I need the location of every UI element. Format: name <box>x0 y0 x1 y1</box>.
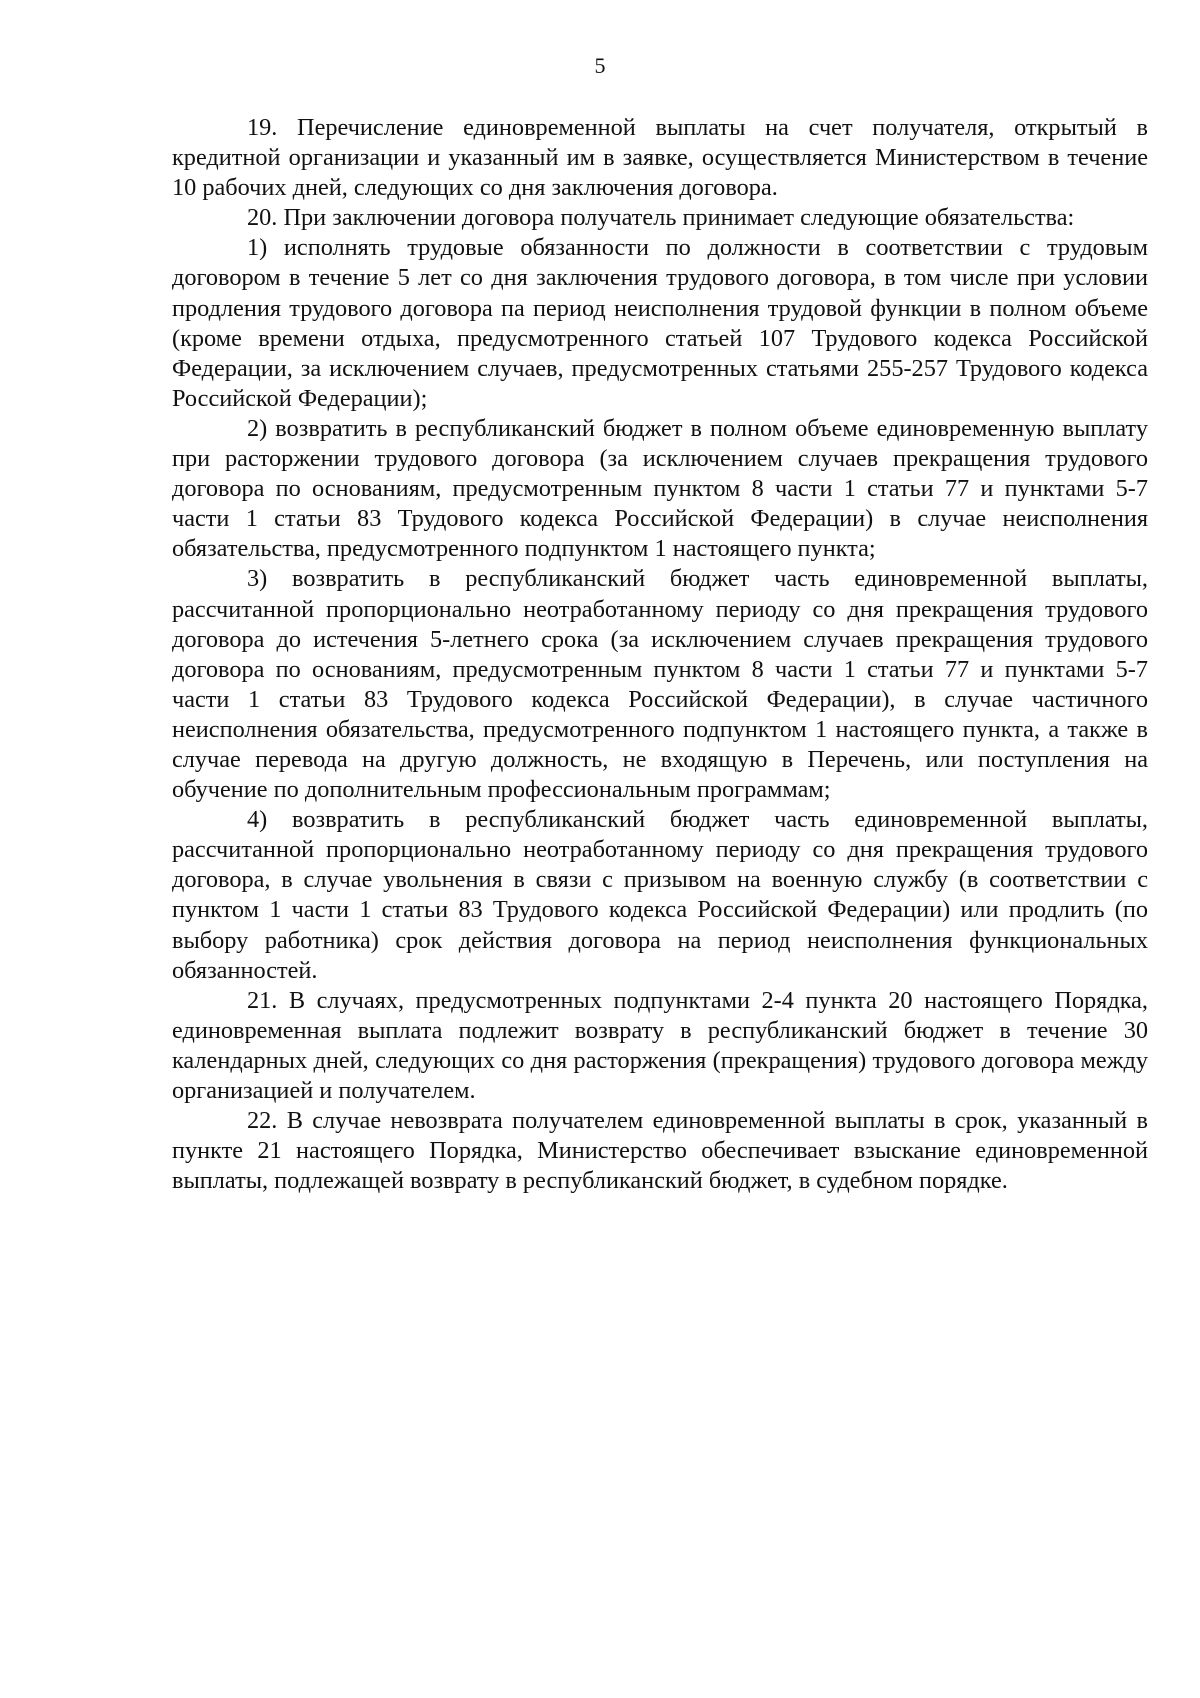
paragraph-21: 21. В случаях, предусмотренных подпунктами 2-4 пункта 20 настоящего Порядка, единовременная выплата подлежит возврату в республиканский бюджет в течение 30 календарных дней, следующих со дня расторжения (прекращения) трудового договора между организацией и получателем. <box>172 986 1148 1104</box>
paragraph-20-item-3: 3) возвратить в республиканский бюджет часть единовременной выплаты, рассчитанной пропорционально неотработанному периоду со дня прекращения трудового договора до истечения 5-летнего срока (за исключением случаев прекращения трудового договора по основаниям, предусмотренным пунктом 8 части 1 статьи 77 и пунктами 5-7 части 1 статьи 83 Трудового кодекса Российской Федерации), в случае частичного неисполнения обязательства, предусмотренного подпунктом 1 настоящего пункта, а также в случае перевода на другую должность, не входящую в Перечень, или поступления на обучение по дополнительным профессиональным программам; <box>172 565 1148 804</box>
document-body <box>172 113 1148 1196</box>
paragraph-20-item-2: 2) возвратить в республиканский бюджет в полном объеме единовременную выплату при расторжении трудового договора (за исключением случаев прекращения трудового договора по основаниям, предусмотренным пунктом 8 части 1 статьи 77 и пунктами 5-7 части 1 статьи 83 Трудового кодекса Российской Федерации) в случае неисполнения обязательства, предусмотренного подпунктом 1 настоящего пункта; <box>172 414 1148 563</box>
paragraph-20-item-4: 4) возвратить в республиканский бюджет часть единовременной выплаты, рассчитанной пропорционально неотработанному периоду со дня прекращения трудового договора, в случае увольнения в связи с призывом на военную службу (в соответствии с пунктом 1 части 1 статьи 83 Трудового кодекса Российской Федерации) или продлить (по выбору работника) срок действия договора на период неисполнения функциональных обязанностей. <box>172 806 1148 984</box>
paragraph-20: 20. При заключении договора получатель принимает следующие обязательства: <box>247 204 1075 232</box>
paragraph-20-item-1: 1) исполнять трудовые обязанности по должности в соответствии с трудовым договором в течение 5 лет со дня заключения трудового договора, в том числе при условии продления трудового договора па период неисполнения трудовой функции в полном объеме (кроме времени отдыха, предусмотренного статьей 107 Трудового кодекса Российской Федерации, за исключением случаев, предусмотренных статьями 255-257 Трудового кодекса Российской Федерации); <box>172 234 1148 412</box>
paragraph-22: 22. В случае невозврата получателем единовременной выплаты в срок, указанный в пункте 21 настоящего Порядка, Министерство обеспечивает взыскание единовременной выплаты, подлежащей возврату в республиканский бюджет, в судебном порядке. <box>172 1107 1148 1195</box>
paragraph-19: 19. Перечисление единовременной выплаты на счет получателя, открытый в кредитной организации и указанный им в заявке, осуществляется Министерством в течение 10 рабочих дней, следующих со дня заключения договора. <box>172 114 1148 202</box>
page-number: 5 <box>594 53 606 78</box>
